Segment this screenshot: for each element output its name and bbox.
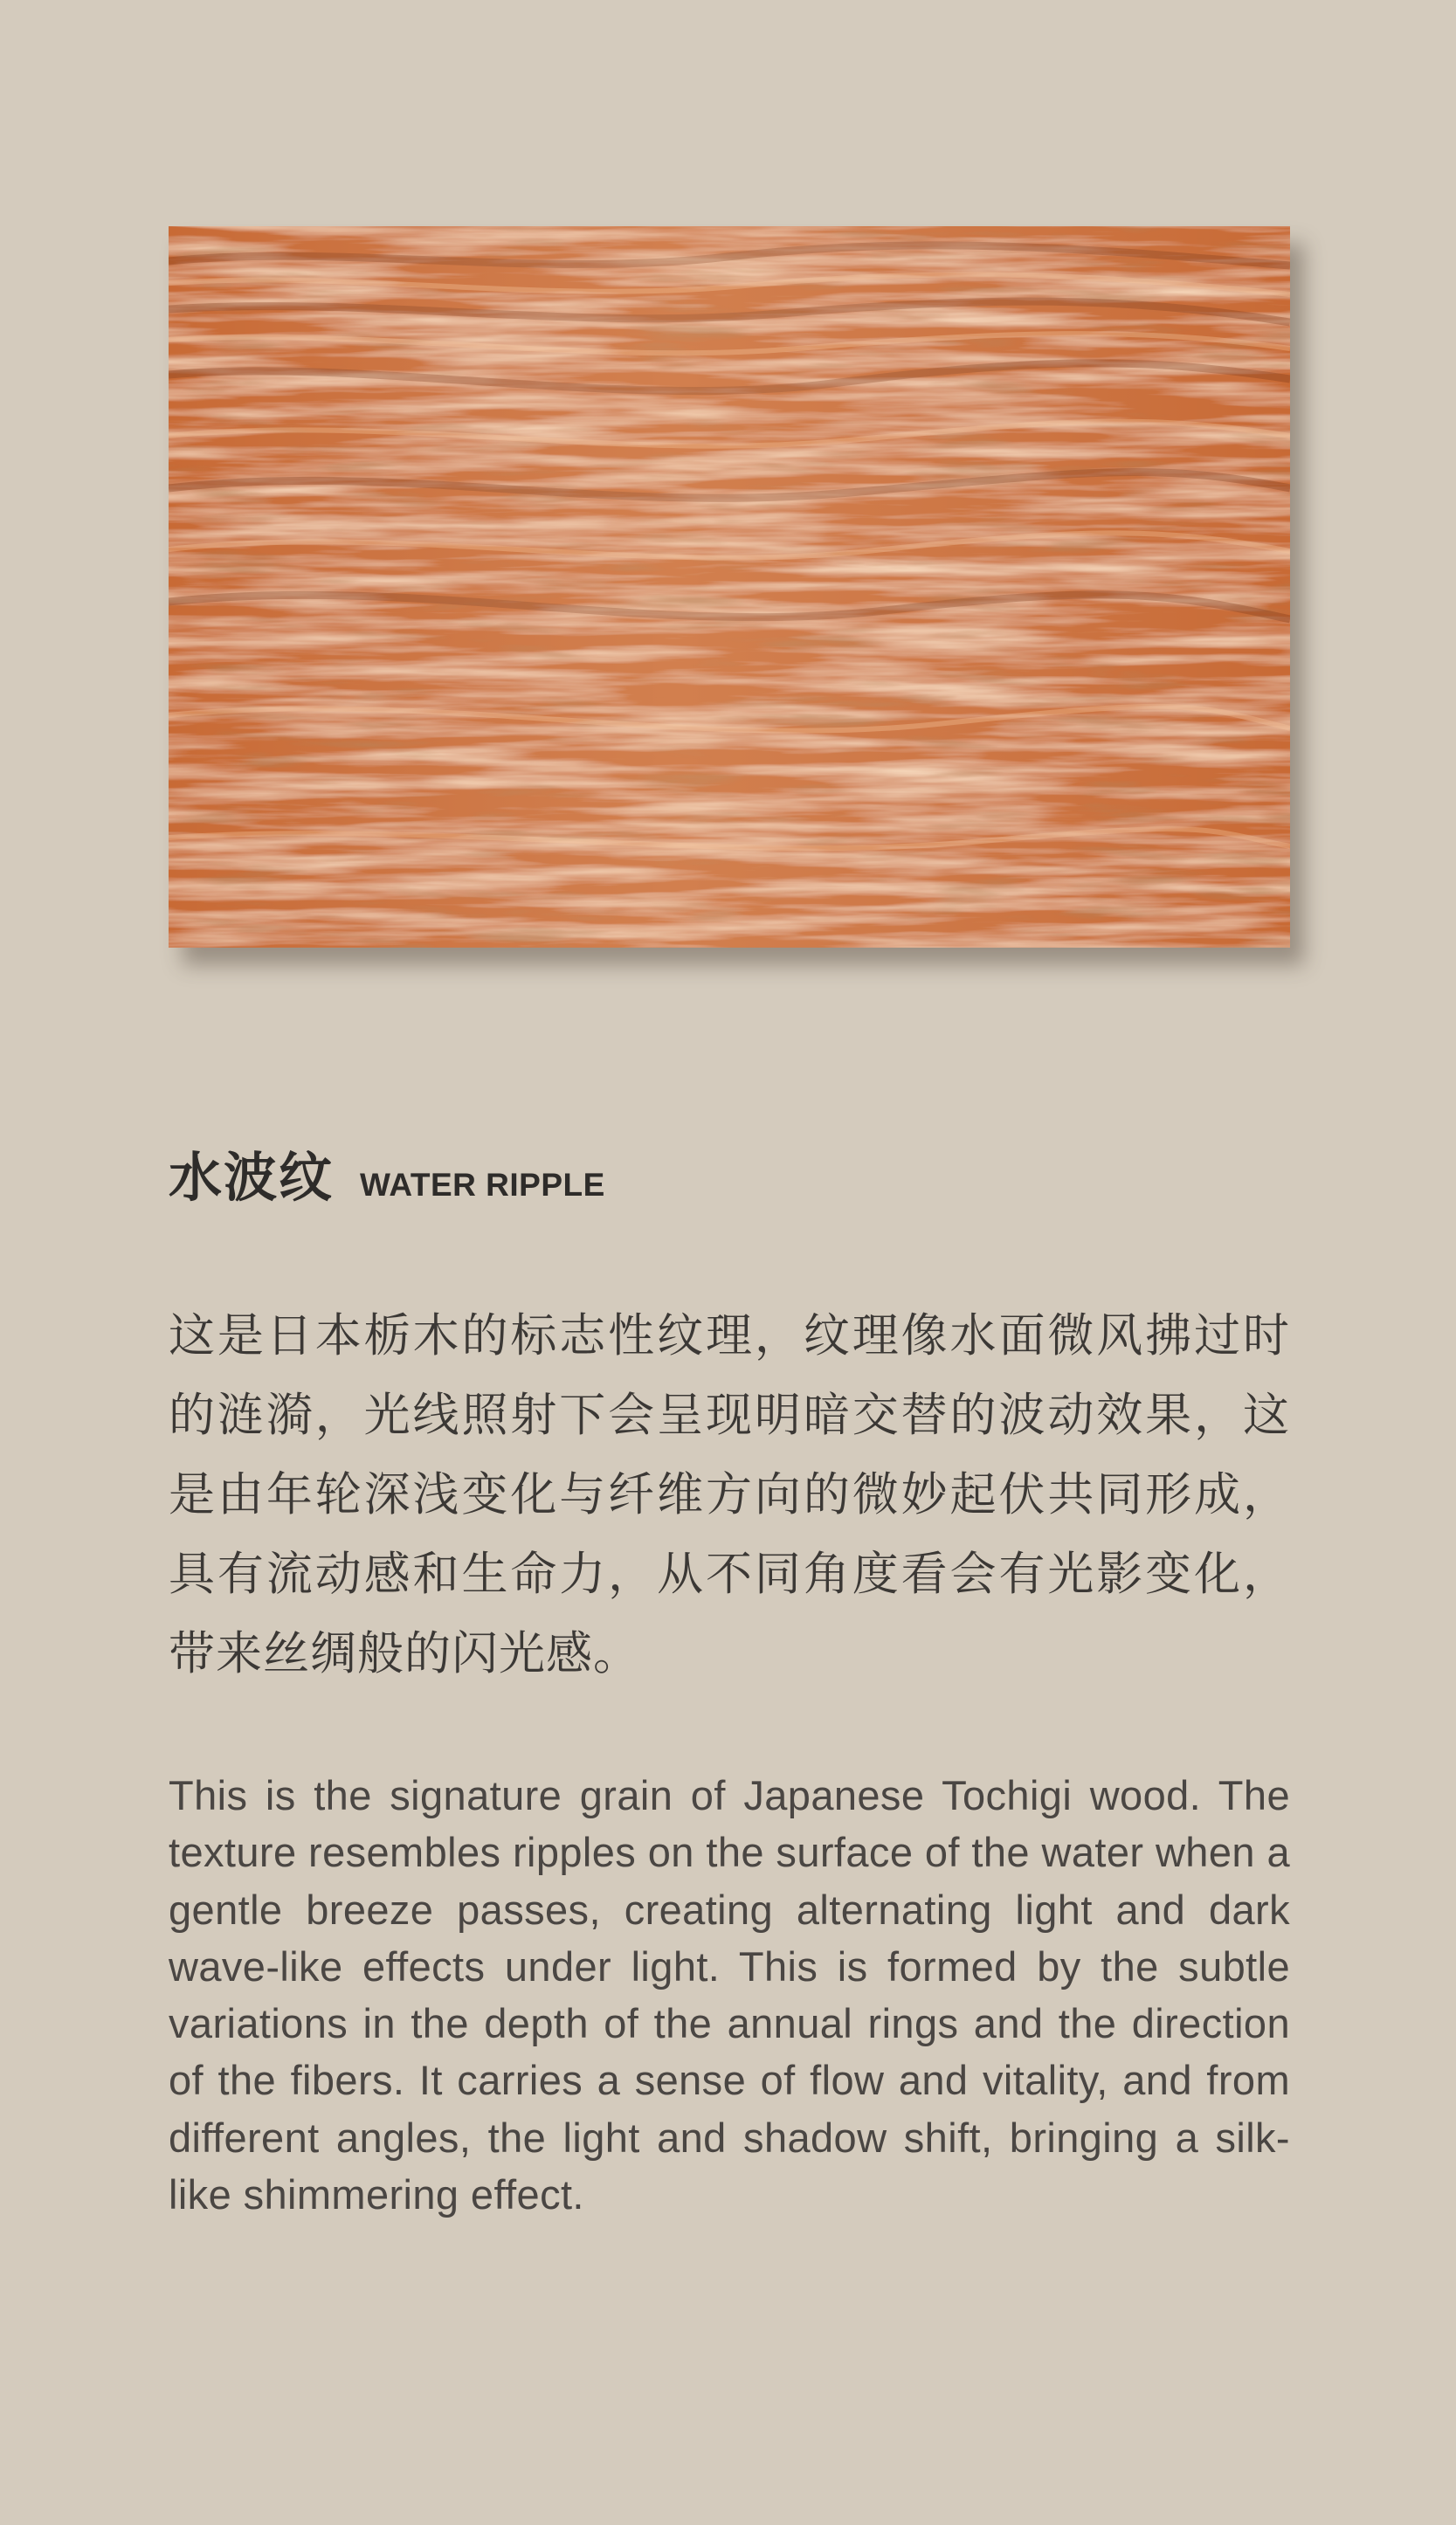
wood-texture-image xyxy=(169,226,1290,948)
wood-grain-photo xyxy=(169,226,1290,948)
heading-english: WATER RIPPLE xyxy=(360,1167,605,1203)
description-english: This is the signature grain of Japanese Tochigi wood. The texture resembles ripples on the surface of the water when a gentle breeze passes, creating alternating light and dark wave-like effects under light. This is formed by the subtle variations in the depth of the annual rings and the direction of the fibers. It carries a sense of flow and vitality, and from different angles, the light and shadow shift, bringing a silk-like shimmering effect. xyxy=(169,1772,1290,2218)
heading-chinese: 水波纹 xyxy=(169,1147,335,1209)
description-chinese: 这是日本栃木的标志性纹理，纹理像水面微风拂过时的涟漪，光线照射下会呈现明暗交替的波动效果，这是由年轮深浅变化与纤维方向的微妙起伏共同形成，具有流动感和生命力，从不同角度看会有光影变化，带来丝绸般的闪光感。 xyxy=(169,1309,1290,1680)
section-heading xyxy=(169,1135,605,1209)
